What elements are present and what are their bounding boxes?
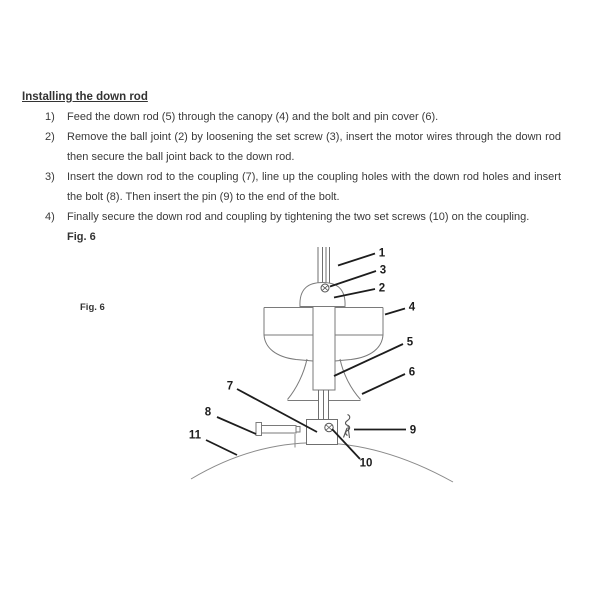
coupling — [307, 420, 338, 445]
callout-label-10: 10 — [359, 457, 373, 470]
step-text: Finally secure the down rod and coupling by tightening the two set screws (10) on the coupling. — [67, 211, 530, 223]
set-screw-top — [321, 284, 329, 292]
motor-wires-lines — [318, 247, 330, 286]
callout-label-8: 8 — [204, 406, 212, 419]
step-number: 3) — [45, 171, 55, 183]
callout-label-1: 1 — [378, 247, 386, 260]
callout-label-6: 6 — [408, 366, 416, 379]
callout-label-3: 3 — [379, 264, 387, 277]
step-number: 4) — [45, 211, 55, 223]
callout-label-11: 11 — [188, 429, 202, 442]
callout-label-7: 7 — [226, 380, 234, 393]
callout-label-2: 2 — [378, 282, 386, 295]
pin — [344, 415, 350, 439]
step-number: 1) — [45, 111, 55, 123]
set-screw-coupling — [325, 423, 333, 431]
figure-caption-side: Fig. 6 — [80, 302, 105, 313]
down-rod — [313, 305, 335, 390]
step-text: Remove the ball joint (2) by loosening the set screw (3), insert the motor wires through the down rod then secure the ball joint back to the down rod. — [67, 131, 561, 163]
step-number: 2) — [45, 131, 55, 143]
callout-label-4: 4 — [408, 301, 416, 314]
callout-label-5: 5 — [406, 336, 414, 349]
step-text: Insert the down rod to the coupling (7), line up the coupling holes with the down rod holes and insert the bolt (8). Then insert the pin (9) to the end of the bolt. — [67, 171, 561, 203]
bolt — [256, 423, 300, 436]
step-text: Feed the down rod (5) through the canopy (4) and the bolt and pin cover (6). — [67, 111, 439, 123]
motor-housing-arc — [191, 443, 453, 482]
page-title: Installing the down rod — [22, 91, 148, 103]
callout-label-9: 9 — [409, 424, 417, 437]
figure-caption: Fig. 6 — [67, 231, 96, 243]
